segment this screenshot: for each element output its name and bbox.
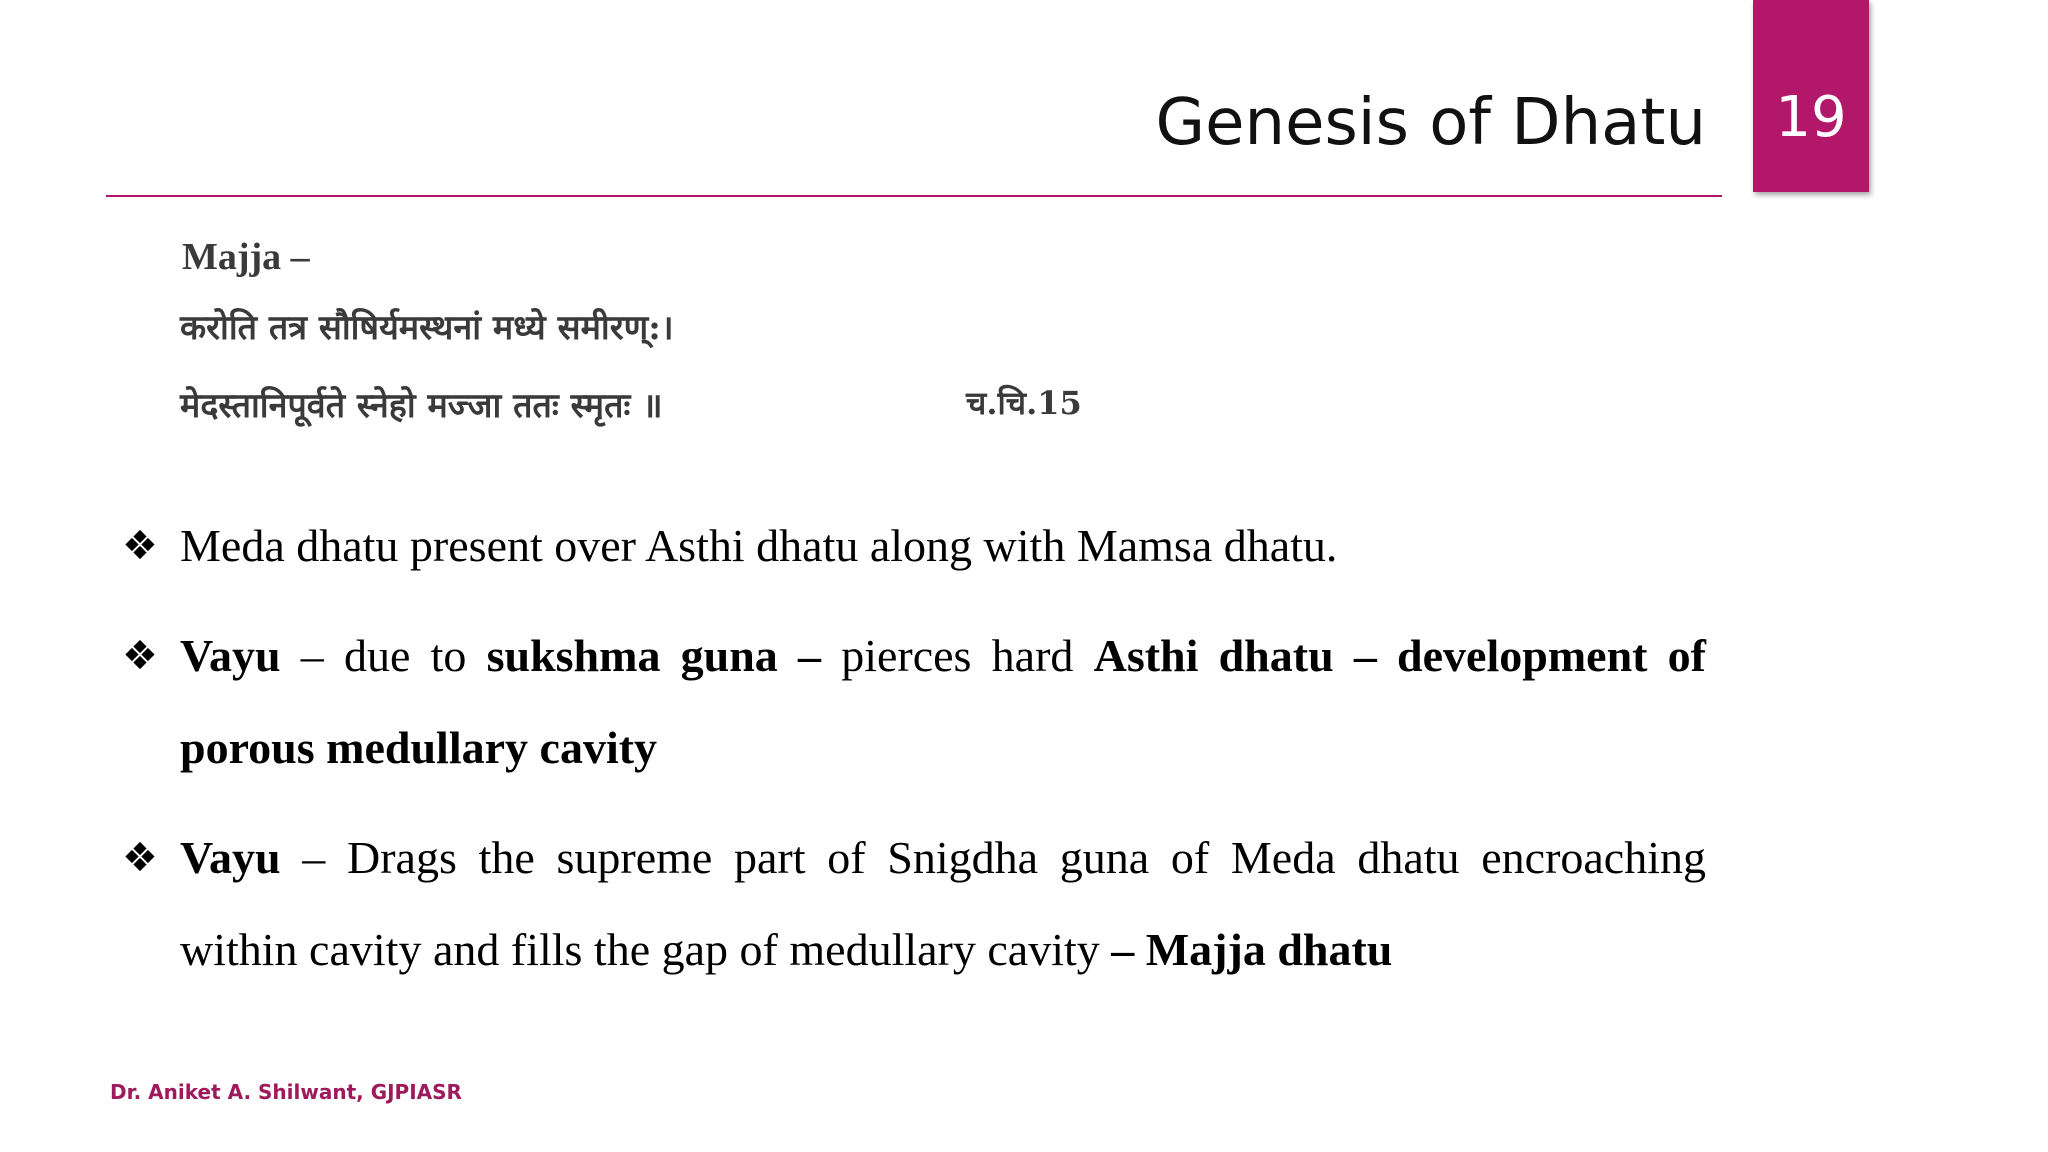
four-diamond-icon: ❖ [122, 523, 158, 569]
sanskrit-reference-image [180, 225, 1100, 435]
bullet-text: – Drags the supreme part of Snigdha guna of Meda dhatu encroaching within cavity and fills the gap of medullary cavity [180, 832, 1706, 975]
bullet-bold-term: Asthi dhatu – development of porous medullary cavity [180, 630, 1706, 773]
bullet-bold-term: Vayu [180, 630, 281, 681]
four-diamond-icon: ❖ [122, 835, 158, 881]
reference-heading: Majja – [182, 236, 310, 278]
bullet-text: pierces hard [821, 630, 1094, 681]
footer-author: Dr. Aniket A. Shilwant, GJPIASR [110, 1080, 462, 1104]
slide-title: Genesis of Dhatu [1155, 86, 1706, 160]
bullet-bold-term: Vayu [180, 832, 281, 883]
slide-number-badge [1753, 0, 1869, 192]
slide-number: 19 [1775, 85, 1847, 150]
bullet-item [120, 500, 1706, 592]
bullet-text: – due to [280, 630, 487, 681]
sanskrit-verse-line-1: करोति तत्र सौषिर्यमस्थनां मध्ये समीरण्:। [180, 308, 674, 348]
bullet-bold-term: sukshma guna – [486, 630, 822, 681]
verse-citation: च.चि.15 [966, 384, 1082, 422]
sanskrit-verse-line-2: मेदस्तानिपूर्वते स्नेहो मज्जा ततः स्मृतः ॥ [180, 386, 663, 426]
bullet-item [120, 610, 1706, 794]
bullet-bold-term: – Majja dhatu [1111, 924, 1393, 975]
title-divider [106, 195, 1722, 197]
bullet-list [120, 500, 1706, 1014]
bullet-text: Meda dhatu present over Asthi dhatu along with Mamsa dhatu. [180, 520, 1338, 571]
bullet-item [120, 812, 1706, 996]
four-diamond-icon: ❖ [122, 633, 158, 679]
